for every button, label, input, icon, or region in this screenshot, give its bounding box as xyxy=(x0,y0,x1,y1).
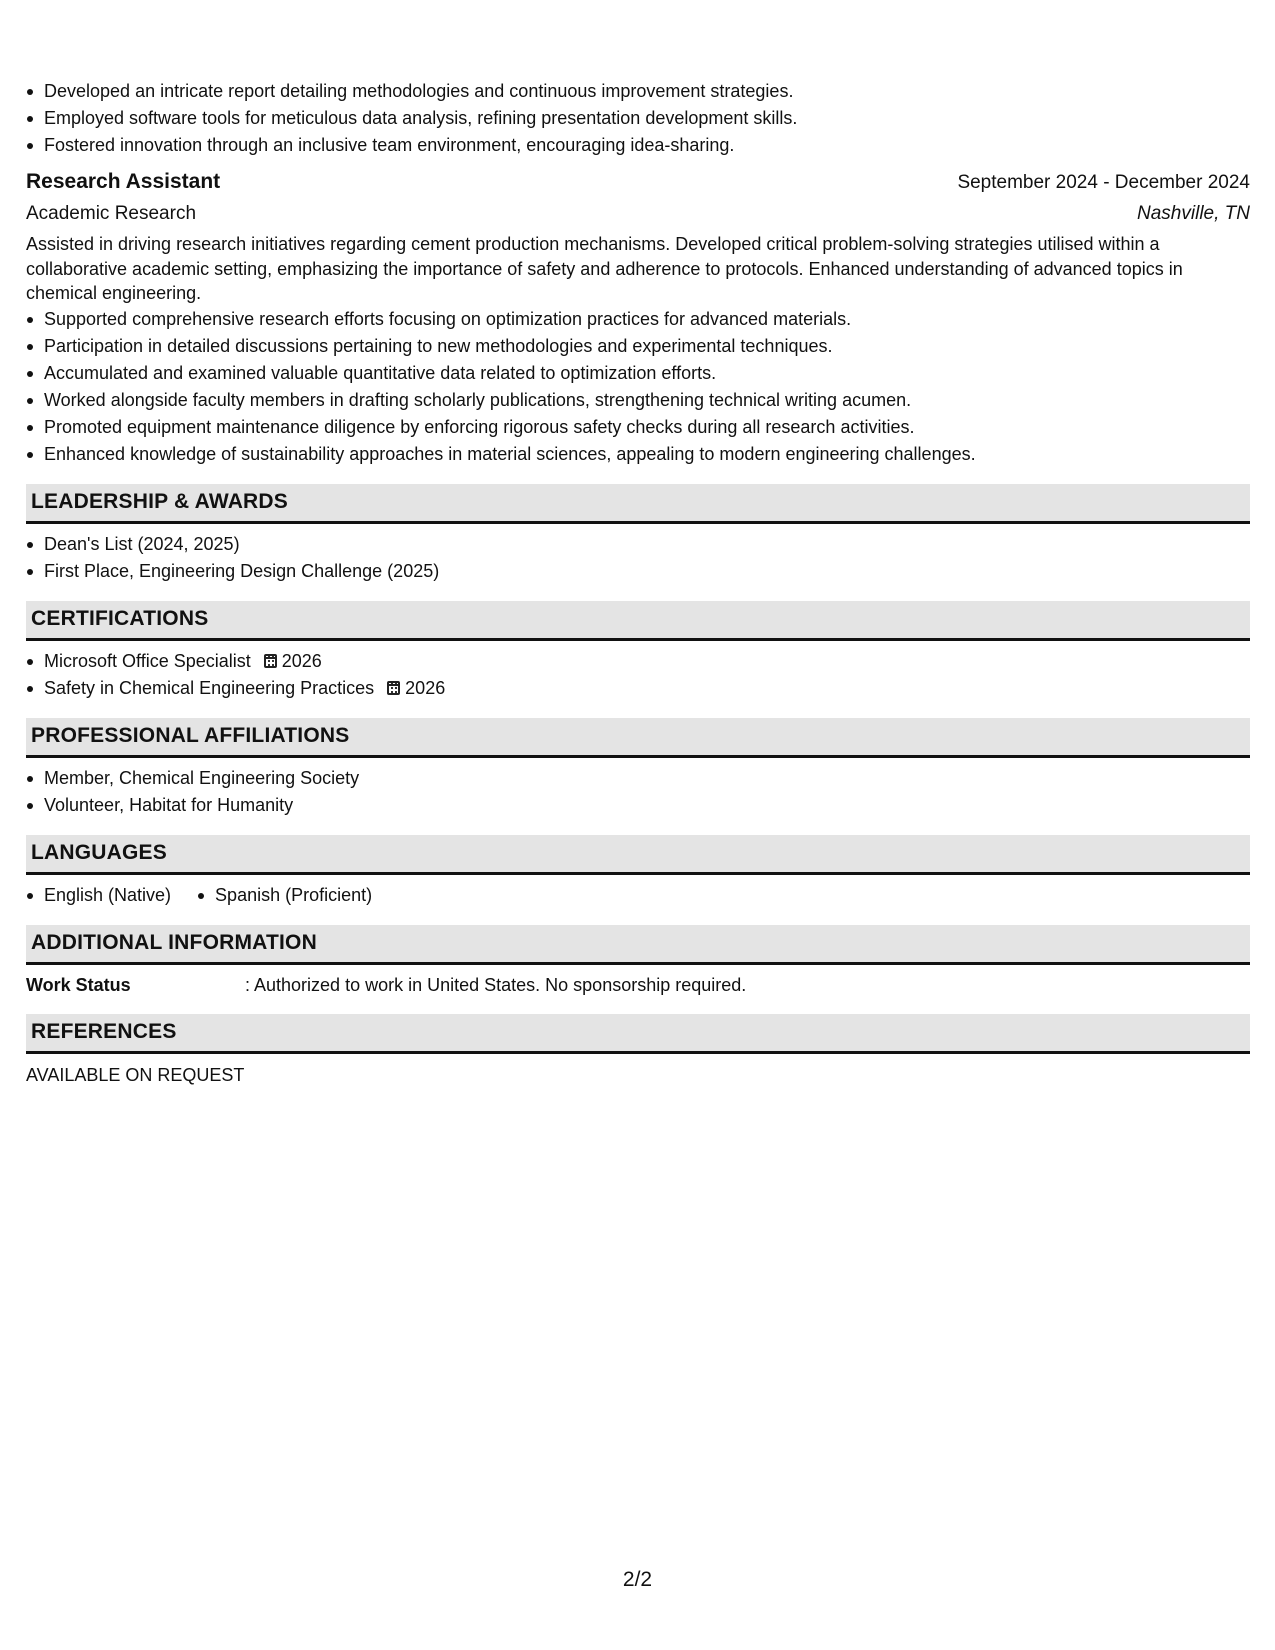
certification-name: Safety in Chemical Engineering Practices xyxy=(44,677,375,698)
section-header-languages xyxy=(26,835,1250,875)
list-item: Supported comprehensive research efforts focusing on optimization practices for advanced materials. xyxy=(44,306,1250,333)
section-title: CERTIFICATIONS xyxy=(31,607,209,630)
certifications-list xyxy=(26,648,1250,702)
page-number: 2/2 xyxy=(622,1568,653,1591)
list-item: Developed an intricate report detailing methodologies and continuous improvement strategies. xyxy=(44,78,1250,105)
list-item: Member, Chemical Engineering Society xyxy=(44,765,1250,792)
list-item: Dean's List (2024, 2025) xyxy=(44,531,1250,558)
section-header-references xyxy=(26,1014,1250,1054)
list-item: First Place, Engineering Design Challenge (2025) xyxy=(44,558,1250,585)
section-title: LANGUAGES xyxy=(31,841,167,864)
role-title: Research Assistant xyxy=(26,170,221,193)
work-status-label: Work Status xyxy=(26,974,131,995)
list-item: Spanish (Proficient) xyxy=(215,882,372,909)
section-header-affiliations xyxy=(26,718,1250,758)
languages-list xyxy=(26,882,1250,909)
section-title: LEADERSHIP & AWARDS xyxy=(31,490,288,513)
role-header xyxy=(26,167,1250,198)
experience-top-bullets xyxy=(26,78,1250,159)
calendar-icon xyxy=(387,681,400,695)
section-title: REFERENCES xyxy=(31,1020,177,1043)
list-item: Fostered innovation through an inclusive team environment, encouraging idea-sharing. xyxy=(44,132,1250,159)
resume-page xyxy=(26,78,1250,1088)
calendar-icon xyxy=(264,654,277,668)
section-title: ADDITIONAL INFORMATION xyxy=(31,931,317,954)
leadership-list xyxy=(26,531,1250,585)
list-item xyxy=(44,675,1250,702)
list-item: Employed software tools for meticulous data analysis, refining presentation development skills. xyxy=(44,105,1250,132)
certification-year: 2026 xyxy=(405,677,446,698)
organization-location: Nashville, TN xyxy=(1137,203,1250,224)
section-header-certifications xyxy=(26,601,1250,641)
section-header-leadership xyxy=(26,484,1250,524)
list-item: English (Native) xyxy=(44,882,171,909)
list-item: Promoted equipment maintenance diligence by enforcing rigorous safety checks during all research activities. xyxy=(44,414,1250,441)
role-summary: Assisted in driving research initiatives regarding cement production mechanisms. Developed critical problem-solving strategies utilised within a collaborative academic setting, emphasizing the importance of safety and adherence to protocols. Enhanced understanding of advanced topics in chemical engineering. xyxy=(26,234,1183,303)
list-item: Participation in detailed discussions pertaining to new methodologies and experimental techniques. xyxy=(44,333,1250,360)
section-header-additional-info xyxy=(26,925,1250,965)
work-status-row xyxy=(26,972,1250,998)
role-dates: September 2024 - December 2024 xyxy=(957,172,1250,193)
research-role xyxy=(26,167,1250,468)
references-text: AVAILABLE ON REQUEST xyxy=(26,1064,245,1085)
certification-name: Microsoft Office Specialist xyxy=(44,650,251,671)
list-item: Worked alongside faculty members in drafting scholarly publications, strengthening technical writing acumen. xyxy=(44,387,1250,414)
section-title: PROFESSIONAL AFFILIATIONS xyxy=(31,724,350,747)
list-item: Volunteer, Habitat for Humanity xyxy=(44,792,1250,819)
role-org-row xyxy=(26,198,1250,230)
certification-year: 2026 xyxy=(281,650,322,671)
role-bullets xyxy=(26,306,1250,468)
list-item xyxy=(44,648,1250,675)
list-item: Enhanced knowledge of sustainability approaches in material sciences, appealing to modern engineering challenges. xyxy=(44,441,1250,468)
affiliations-list xyxy=(26,765,1250,819)
list-item: Accumulated and examined valuable quantitative data related to optimization efforts. xyxy=(44,360,1250,387)
work-status-value: : Authorized to work in United States. No sponsorship required. xyxy=(245,974,747,995)
organization-name: Academic Research xyxy=(26,203,197,224)
